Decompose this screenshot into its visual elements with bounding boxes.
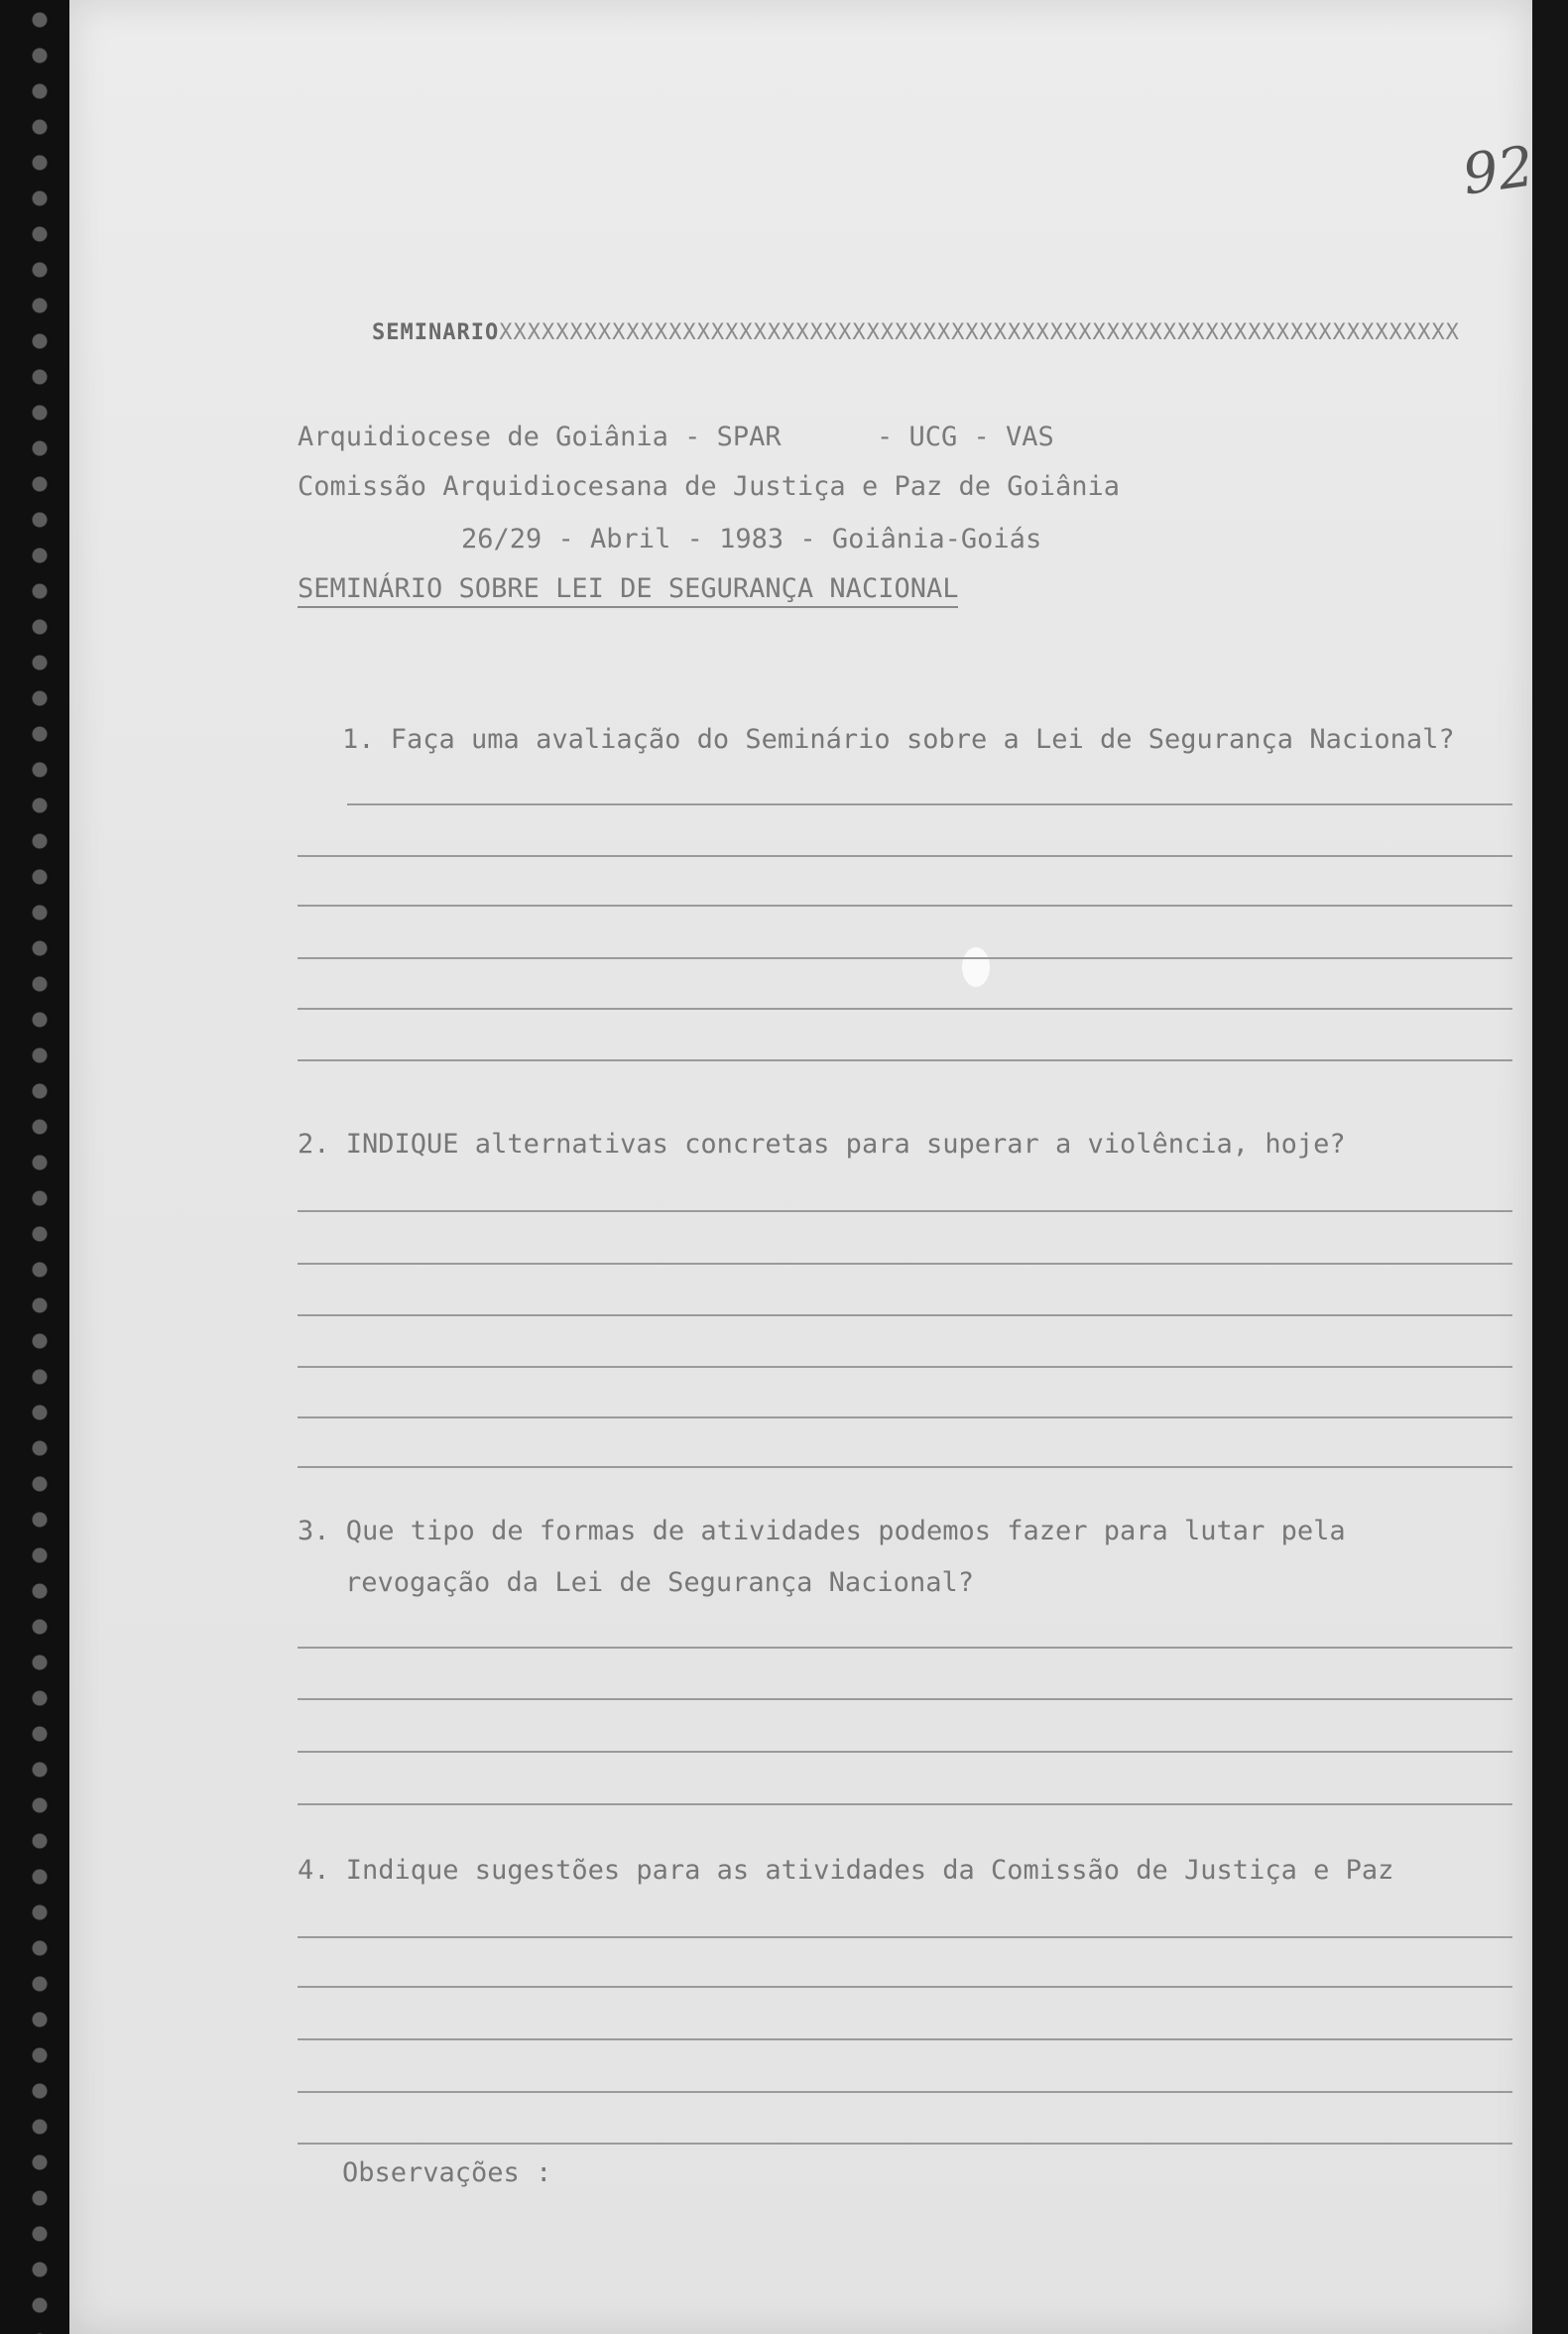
- organization-name: Arquidiocese de Goiânia - SPAR: [298, 422, 782, 452]
- answer-line: [298, 1647, 1512, 1649]
- answer-line: [298, 1263, 1512, 1265]
- seminar-title: SEMINÁRIO SOBRE LEI DE SEGURANÇA NACIONAL: [298, 573, 958, 608]
- crossed-out-line: SEMINARIOXXXXXXXXXXXXXXXXXXXXXXXXXXXXXXXXXXXXXXXXXXXXXXXXXXXXXXXXXXXXXXXXXXXX: [372, 320, 1460, 345]
- question-4: 4. Indique sugestões para as atividades da Comissão de Justiça e Paz: [298, 1855, 1394, 1886]
- answer-line: [298, 855, 1512, 857]
- document-page: [69, 0, 1538, 2334]
- answer-line: [298, 905, 1512, 907]
- question-3-continuation: revogação da Lei de Segurança Nacional?: [345, 1567, 974, 1598]
- answer-line: [298, 2091, 1512, 2093]
- organization-affiliates: - UCG - VAS: [876, 422, 1054, 452]
- answer-line: [347, 803, 1512, 805]
- answer-line: [298, 1314, 1512, 1316]
- commission-name: Comissão Arquidiocesana de Justiça e Paz de Goiânia: [298, 471, 1121, 502]
- answer-line: [298, 2038, 1512, 2040]
- answer-line: [298, 1416, 1512, 1418]
- question-2: 2. INDIQUE alternativas concretas para superar a violência, hoje?: [298, 1129, 1346, 1160]
- question-3: 3. Que tipo de formas de atividades podemos fazer para lutar pela: [298, 1516, 1346, 1546]
- question-1: 1. Faça uma avaliação do Seminário sobre a Lei de Segurança Nacional?: [342, 724, 1455, 755]
- answer-line: [298, 957, 1512, 959]
- answer-line: [298, 1751, 1512, 1753]
- answer-line: [298, 1059, 1512, 1061]
- film-speck: [962, 947, 990, 987]
- answer-line: [298, 1466, 1512, 1468]
- observations-label: Observações :: [342, 2157, 552, 2188]
- handwritten-page-number: 92: [1458, 134, 1538, 208]
- organization-line: [298, 422, 1054, 452]
- answer-line: [298, 1698, 1512, 1700]
- answer-line: [298, 1366, 1512, 1368]
- answer-line: [298, 1210, 1512, 1212]
- answer-line: [298, 1803, 1512, 1805]
- event-date-place: 26/29 - Abril - 1983 - Goiânia-Goiás: [461, 524, 1042, 554]
- answer-line: [298, 1008, 1512, 1010]
- answer-line: [298, 2143, 1512, 2145]
- answer-line: [298, 1986, 1512, 1988]
- answer-line: [298, 1936, 1512, 1938]
- film-strip-edge: [0, 0, 79, 2334]
